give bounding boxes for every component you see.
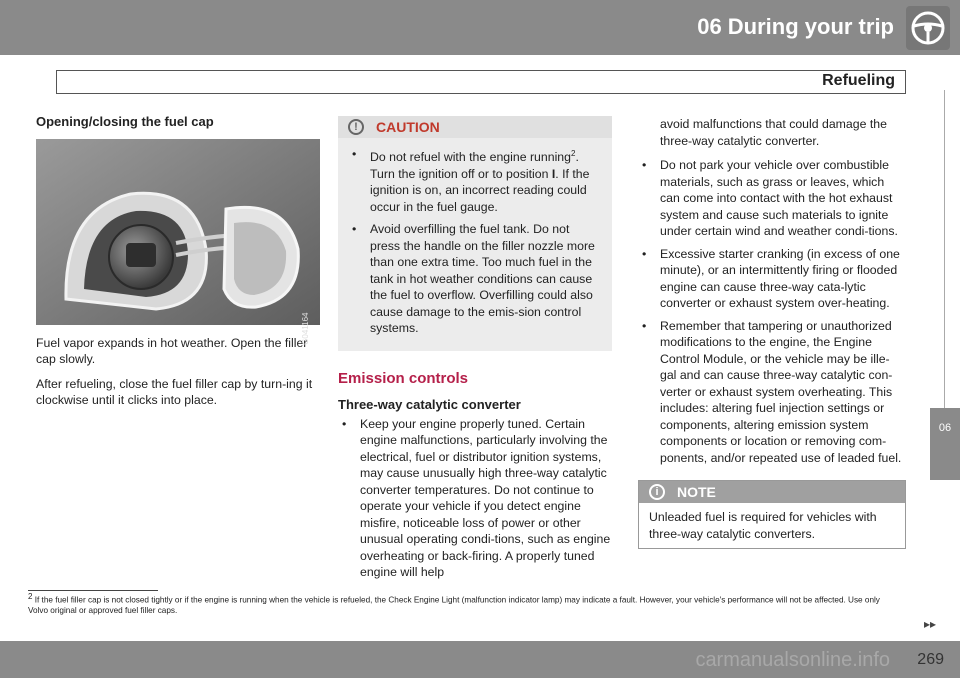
- ignition-position: I: [551, 166, 556, 181]
- section-title: Refueling: [822, 72, 895, 89]
- margin-rule: [944, 90, 945, 408]
- exclamation-icon: !: [348, 119, 364, 135]
- note-text: Unleaded fuel is required for vehicles with three-way catalytic converters.: [649, 510, 877, 541]
- left-column: [36, 114, 320, 417]
- list-item: • Keep your engine properly tuned. Certain engine malfunctions, particularly involving the electrical, fuel or distributor ignition systems, may cause unusually high three-way catalytic converter temperatures. Do not continue to operate your vehicle if you detect engine misfire, noticeable loss of power or other unusual operating condi-tions, such as engine overheating or back-firing. A properly tuned engine will help: [338, 416, 612, 581]
- chapter-header: [0, 0, 960, 55]
- section-bar: [56, 70, 906, 94]
- list-item: • Do not park your vehicle over combustible materials, such as grass or leaves, which can come into contact with the hot exhaust system and cause such materials to ignite under certain wind and weather condi-tions.: [638, 157, 906, 240]
- figure-code: G041164: [300, 312, 310, 345]
- page-footer: [0, 641, 960, 678]
- caution-box: [338, 116, 612, 351]
- right-column: [638, 116, 906, 549]
- text-span: . Turn the ignition off or to position: [370, 150, 579, 181]
- list-item: [348, 146, 602, 215]
- page-number: 269: [917, 651, 944, 668]
- watermark: carmanualsonline.info: [695, 649, 890, 671]
- section-heading: Emission controls: [338, 369, 469, 387]
- footnote-number: 2: [28, 592, 33, 601]
- paragraph: After refueling, close the fuel filler cap by turn-ing it clockwise until it clicks into place.: [36, 376, 313, 407]
- info-icon: i: [649, 484, 665, 500]
- text-span: . If the ignition is on, an incorrect reading could occur in the fuel gauge.: [370, 166, 590, 214]
- text-span: Do not refuel with the engine running: [370, 150, 571, 165]
- chapter-tab: [930, 408, 960, 480]
- caution-header: [338, 116, 612, 138]
- next-page-arrows: ▸▸: [923, 617, 936, 631]
- fuel-cap-heading: Opening/closing the fuel cap: [36, 114, 214, 129]
- continued-text: avoid malfunctions that could damage the three-way catalytic converter.: [660, 117, 887, 148]
- paragraph: Fuel vapor expands in hot weather. Open the filler cap slowly.: [36, 335, 308, 366]
- footnote-rule: [28, 590, 158, 591]
- note-box: [638, 480, 906, 549]
- chapter-tab-label: 06: [938, 422, 952, 434]
- note-header: [639, 481, 905, 503]
- list-item: • Remember that tampering or unauthorized modifications to the engine, the Engine Control Module, or the vehicle may be ille-gal and can cause three-way catalytic con-verter or exhaust system overheating. This includes: altering fuel injection settings or components, altering emission system components or location or removing com-ponents, and/or repeated use of leaded fuel.: [638, 318, 906, 467]
- note-title: NOTE: [677, 483, 716, 500]
- fuel-cap-illustration: [36, 139, 320, 345]
- footnote-text: If the fuel filler cap is not closed tightly or if the engine is running when the vehicle is refueled, the Check Engine Light (malfunction indicator lamp) may indicate a fault. However, your vehicle's performance will not be affected. Use only Volvo original or approved fuel filler caps.: [28, 595, 880, 615]
- caution-title: CAUTION: [376, 118, 440, 135]
- footnote: [28, 592, 888, 616]
- list-item: • Excessive starter cranking (in excess of one minute), or an intermittently firing or flooded engine can cause three-way cata-lytic converter or exhaust system over-heating.: [638, 246, 906, 312]
- subheading: Three-way catalytic converter: [338, 397, 521, 413]
- middle-column: [338, 114, 612, 587]
- list-item: • Avoid overfilling the fuel tank. Do not press the handle on the filler nozzle more than one extra time. Too much fuel in the tank in hot weather conditions can cause the fuel to overflow. Overfilling could also cause damage to the emis-sion control systems.: [348, 221, 602, 337]
- footnote-ref: 2: [570, 149, 576, 158]
- steering-wheel-icon: [906, 6, 950, 50]
- chapter-title: 06 During your trip: [697, 14, 894, 39]
